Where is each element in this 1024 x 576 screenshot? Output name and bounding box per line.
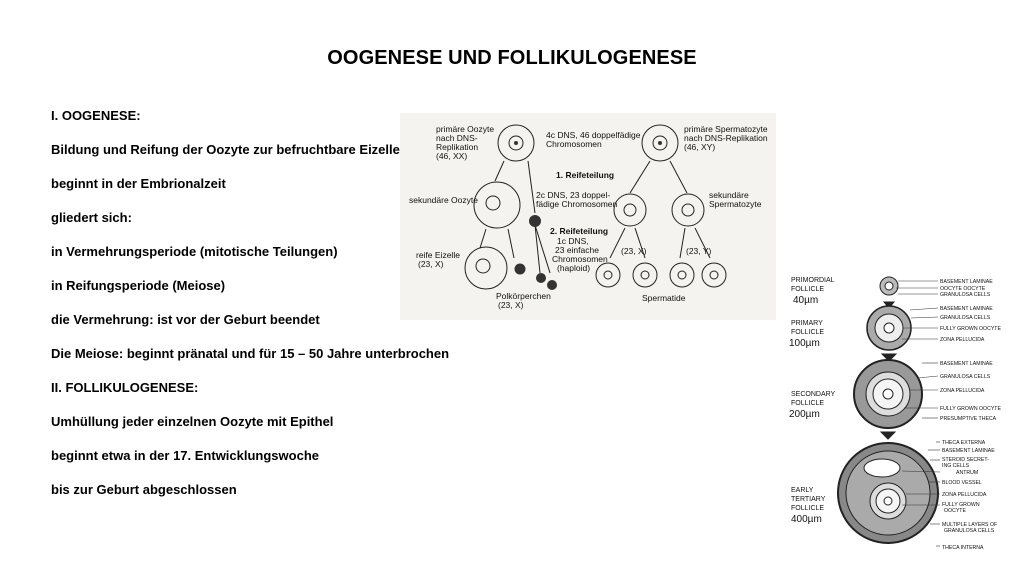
stage-primary: PRIMARY FOLLICLE 100µm: [789, 320, 825, 349]
label-spermatids: Spermatide: [642, 293, 686, 303]
label-23x: (23, X): [621, 246, 647, 256]
page-title: OOGENESE UND FOLLIKULOGENESE: [327, 47, 697, 69]
text-line: Umhüllung jeder einzelnen Oozyte mit Epithel: [51, 414, 334, 429]
label-theca-externa: THECA EXTERNA: [942, 440, 986, 446]
section-heading-oogenese: I. OOGENESE:: [51, 108, 141, 123]
label-fully-grown-oocyte: FULLY GROWN OOCYTE: [940, 406, 1001, 412]
label-primary-oocyte: primäre Oozyte nach DNS-Replikation (46, XX): [436, 124, 495, 161]
label-primary-spermatocyte: primäre Spermatozyte nach DNS-Replikation (46, XY): [684, 124, 768, 152]
label-oocyte: OOCYTE OOCYTE: [940, 286, 986, 292]
label-multiple-layers-granulosa: MULTIPLE LAYERS OF GRANULOSA CELLS: [942, 522, 998, 534]
label-23y: (23, Y): [686, 246, 712, 256]
label-basement-laminae: BASEMENT LAMINAE: [940, 306, 993, 312]
label-first-division: 1. Reifeteilung: [556, 170, 615, 180]
label-granulosa-cells: GRANULOSA CELLS: [940, 374, 991, 380]
text-line: Die Meiose: beginnt pränatal und für 15 – 50 Jahre unterbrochen: [51, 346, 450, 361]
stage-early-tertiary: EARLY TERTIARY FOLLICLE 400µm: [791, 487, 826, 525]
label-basement-laminae: BASEMENT LAMINAE: [940, 361, 993, 367]
text-line: beginnt in der Embrionalzeit: [51, 176, 226, 191]
label-1c-dna: 1c DNS, 23 einfache Chromosomen (haploid): [552, 236, 608, 273]
label-secondary-oocyte: sekundäre Oozyte: [409, 195, 478, 205]
label-granulosa-cells: GRANULOSA CELLS: [940, 292, 991, 298]
stage-secondary: SECONDARY FOLLICLE 200µm: [789, 391, 836, 420]
text-line: beginnt etwa in der 17. Entwicklungswoche: [51, 448, 319, 463]
label-second-division: 2. Reifeteilung: [550, 226, 609, 236]
label-steroid-secreting-cells: STEROID SECRET-ING CELLS: [942, 457, 989, 469]
label-2c-dna: 2c DNS, 23 doppel-fädige Chromosomen: [536, 190, 618, 209]
text-line: in Vermehrungsperiode (mitotische Teilungen): [51, 244, 338, 259]
follicle-diagram: [778, 268, 1024, 568]
label-blood-vessel: BLOOD VESSEL: [942, 480, 982, 486]
label-presumptive-theca: PRESUMPTIVE THECA: [940, 416, 997, 422]
label-mature-egg: reife Eizelle (23, X): [416, 250, 460, 269]
text-line: Bildung und Reifung der Oozyte zur befruchtbare Eizelle: [51, 142, 400, 157]
stage-primordial: PRIMORDIAL FOLLICLE 40µm: [791, 277, 835, 306]
label-basement-laminae: BASEMENT LAMINAE: [940, 279, 993, 285]
text-line: in Reifungsperiode (Meiose): [51, 278, 226, 293]
text-line: bis zur Geburt abgeschlossen: [51, 482, 237, 497]
meiosis-diagram: [400, 113, 776, 320]
label-fully-grown-oocyte: FULLY GROWN OOCYTE: [940, 326, 1001, 332]
label-4c-dna: 4c DNS, 46 doppelfädige Chromosomen: [546, 130, 641, 149]
label-antrum: ANTRUM: [956, 470, 979, 476]
label-basement-laminae: BASEMENT LAMINAE: [942, 448, 995, 454]
text-line: die Vermehrung: ist vor der Geburt beendet: [51, 312, 320, 327]
text-line: gliedert sich:: [51, 210, 132, 225]
label-secondary-spermatocyte: sekundäre Spermatozyte: [709, 190, 762, 209]
label-zona-pellucida: ZONA PELLUCIDA: [940, 337, 985, 343]
label-theca-interna: THECA INTERNA: [942, 545, 984, 551]
label-zona-pellucida: ZONA PELLUCIDA: [942, 492, 987, 498]
section-heading-follikulogenese: II. FOLLIKULOGENESE:: [51, 380, 199, 395]
label-granulosa-cells: GRANULOSA CELLS: [940, 315, 991, 321]
label-zona-pellucida: ZONA PELLUCIDA: [940, 388, 985, 394]
label-fully-grown-oocyte: FULLY GROWN OOCYTE: [942, 502, 980, 514]
label-polar-bodies: Polkörperchen (23, X): [496, 291, 551, 310]
